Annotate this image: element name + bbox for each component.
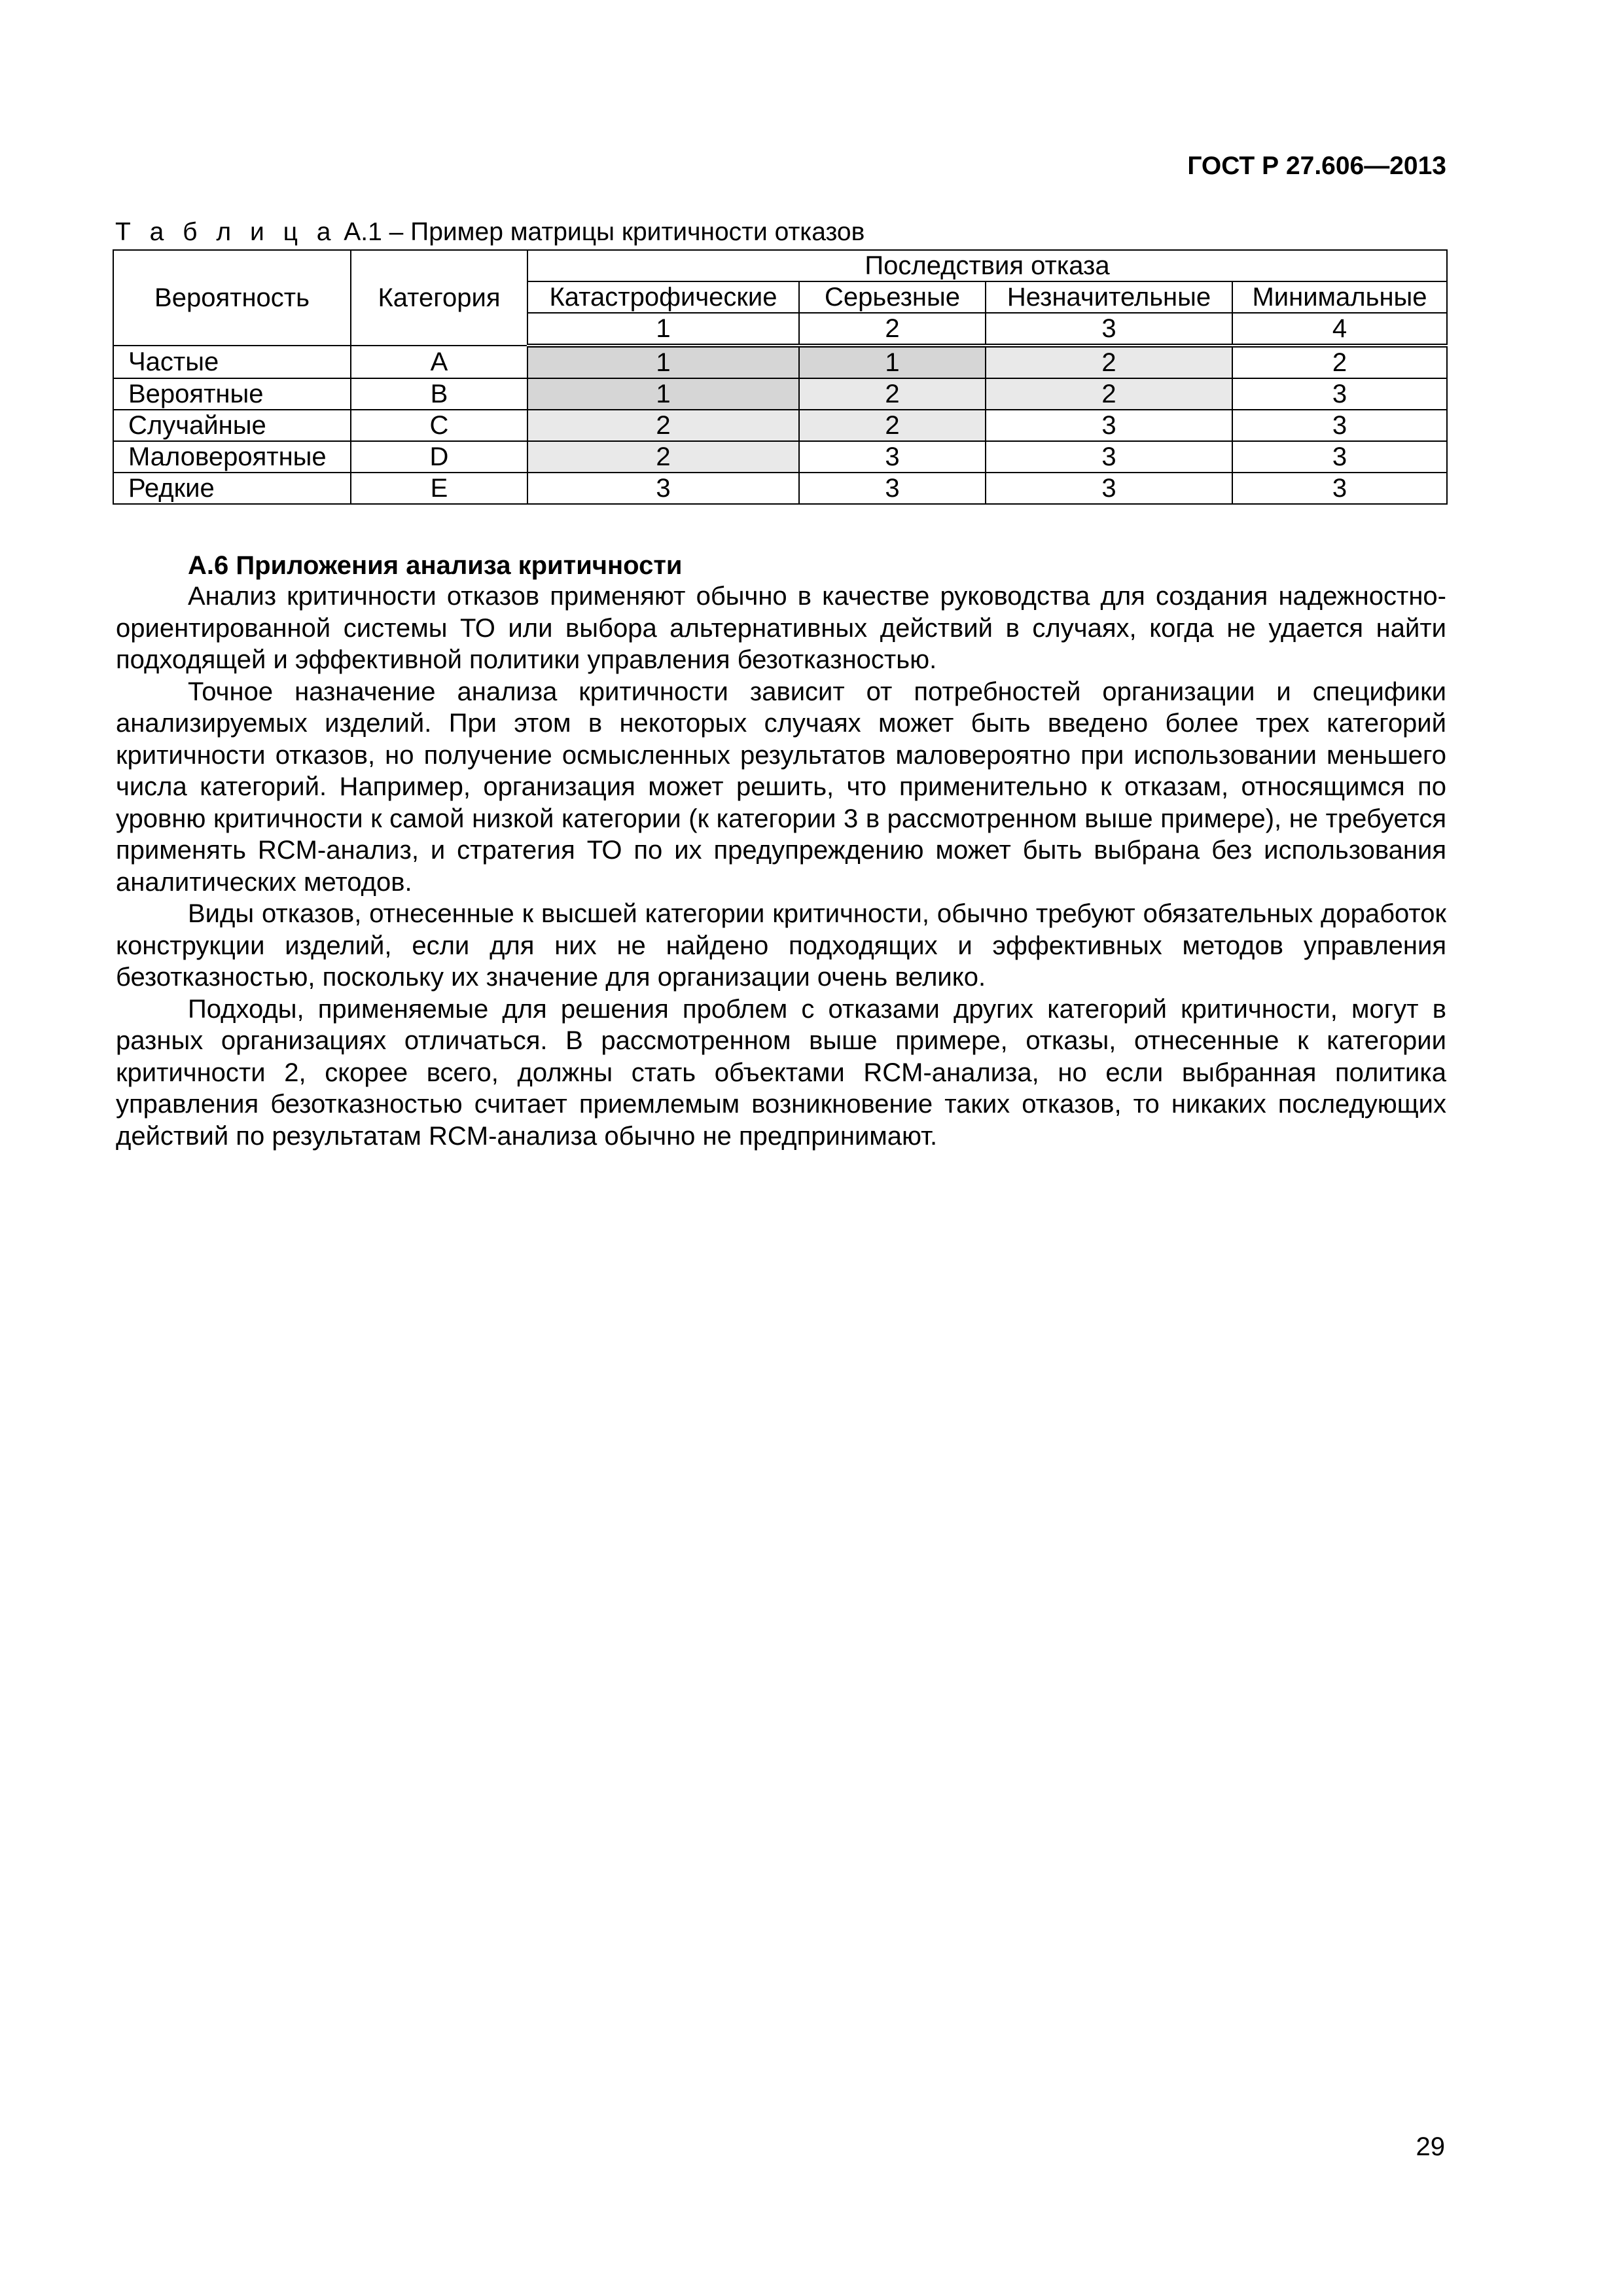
table-row [113,410,1447,441]
criticality-matrix-table [113,249,1448,505]
paragraph: Подходы, применяемые для решения проблем с отказами других категорий критичности, могут в разных организациях отличаться. В рассмотренном выше примере, отказы, отнесенные к категории критичности 2, скорее всего, должны стать объектами RCM-анализа, но если выбранная политика управления безотказностью считает приемлемым возникновение таких отказов, то никаких последующих действий по результатам RCM-анализа обычно не предпринимают. [116,994,1446,1151]
section-body [116,581,1446,1152]
probability-cell: Вероятные [113,378,351,410]
probability-cell: Редкие [113,473,351,504]
category-cell: E [351,473,527,504]
table-caption-text: А.1 – Пример матрицы критичности отказов [344,218,865,246]
criticality-cell: 2 [799,378,986,410]
header-consequence-number: 4 [1232,313,1447,346]
page-number: 29 [1416,2132,1445,2161]
table-row [113,378,1447,410]
probability-cell: Маловероятные [113,441,351,473]
criticality-cell: 3 [799,473,986,504]
category-cell: A [351,346,527,378]
criticality-cell: 3 [527,473,799,504]
table-caption-prefix: Т а б л и ц а [115,218,337,246]
paragraph: Виды отказов, отнесенные к высшей категории критичности, обычно требуют обязательных доработок конструкции изделий, если для них не найдено подходящих и эффективных методов управления безотказностью, поскольку их значение для организации очень велико. [116,899,1446,992]
criticality-cell: 2 [527,410,799,441]
probability-cell: Частые [113,346,351,378]
criticality-cell: 3 [799,441,986,473]
criticality-cell: 3 [986,441,1232,473]
header-consequence-label: Незначительные [986,281,1232,313]
header-consequence-number: 3 [986,313,1232,346]
category-cell: C [351,410,527,441]
criticality-cell: 3 [986,410,1232,441]
paragraph: Анализ критичности отказов применяют обычно в качестве руководства для создания надежностно-ориентированной системы ТО или выбора альтернативных действий в случаях, когда не удается найти подходящей и эффективной политики управления безотказностью. [116,582,1446,674]
paragraph: Точное назначение анализа критичности зависит от потребностей организации и специфики анализируемых изделий. При этом в некоторых случаях может быть введено более трех категорий критичности отказов, но получение осмысленных результатов маловероятно при использовании меньшего числа категорий. Например, организация может решить, что применительно к отказам, относящимся по уровню критичности к самой низкой категории (к категории 3 в рассмотренном выше примере), не требуется применять RCM-анализ, и стратегия ТО по их предупреждению может быть выбрана без использования аналитических методов. [116,677,1446,897]
criticality-cell: 3 [986,473,1232,504]
table-row [113,441,1447,473]
section-title: А.6 Приложения анализа критичности [188,551,683,580]
header-consequence-label: Катастрофические [527,281,799,313]
header-category: Категория [351,250,527,346]
header-consequence-label: Минимальные [1232,281,1447,313]
criticality-cell: 1 [799,346,986,378]
header-consequence-number: 1 [527,313,799,346]
criticality-cell: 2 [799,410,986,441]
header-consequence-label: Серьезные [799,281,986,313]
criticality-cell: 3 [1232,441,1447,473]
header-consequences: Последствия отказа [527,250,1447,281]
criticality-cell: 2 [986,378,1232,410]
criticality-cell: 1 [527,378,799,410]
category-cell: D [351,441,527,473]
table-header-row [113,250,1447,281]
table-row [113,346,1447,378]
header-consequence-number: 2 [799,313,986,346]
criticality-cell: 2 [986,346,1232,378]
table-caption [115,218,865,247]
criticality-cell: 3 [1232,378,1447,410]
category-cell: B [351,378,527,410]
criticality-cell: 3 [1232,473,1447,504]
criticality-cell: 2 [527,441,799,473]
criticality-cell: 1 [527,346,799,378]
criticality-cell: 3 [1232,410,1447,441]
criticality-cell: 2 [1232,346,1447,378]
standard-designation: ГОСТ Р 27.606—2013 [1187,152,1446,180]
probability-cell: Случайные [113,410,351,441]
header-probability: Вероятность [113,250,351,346]
table-row [113,473,1447,504]
